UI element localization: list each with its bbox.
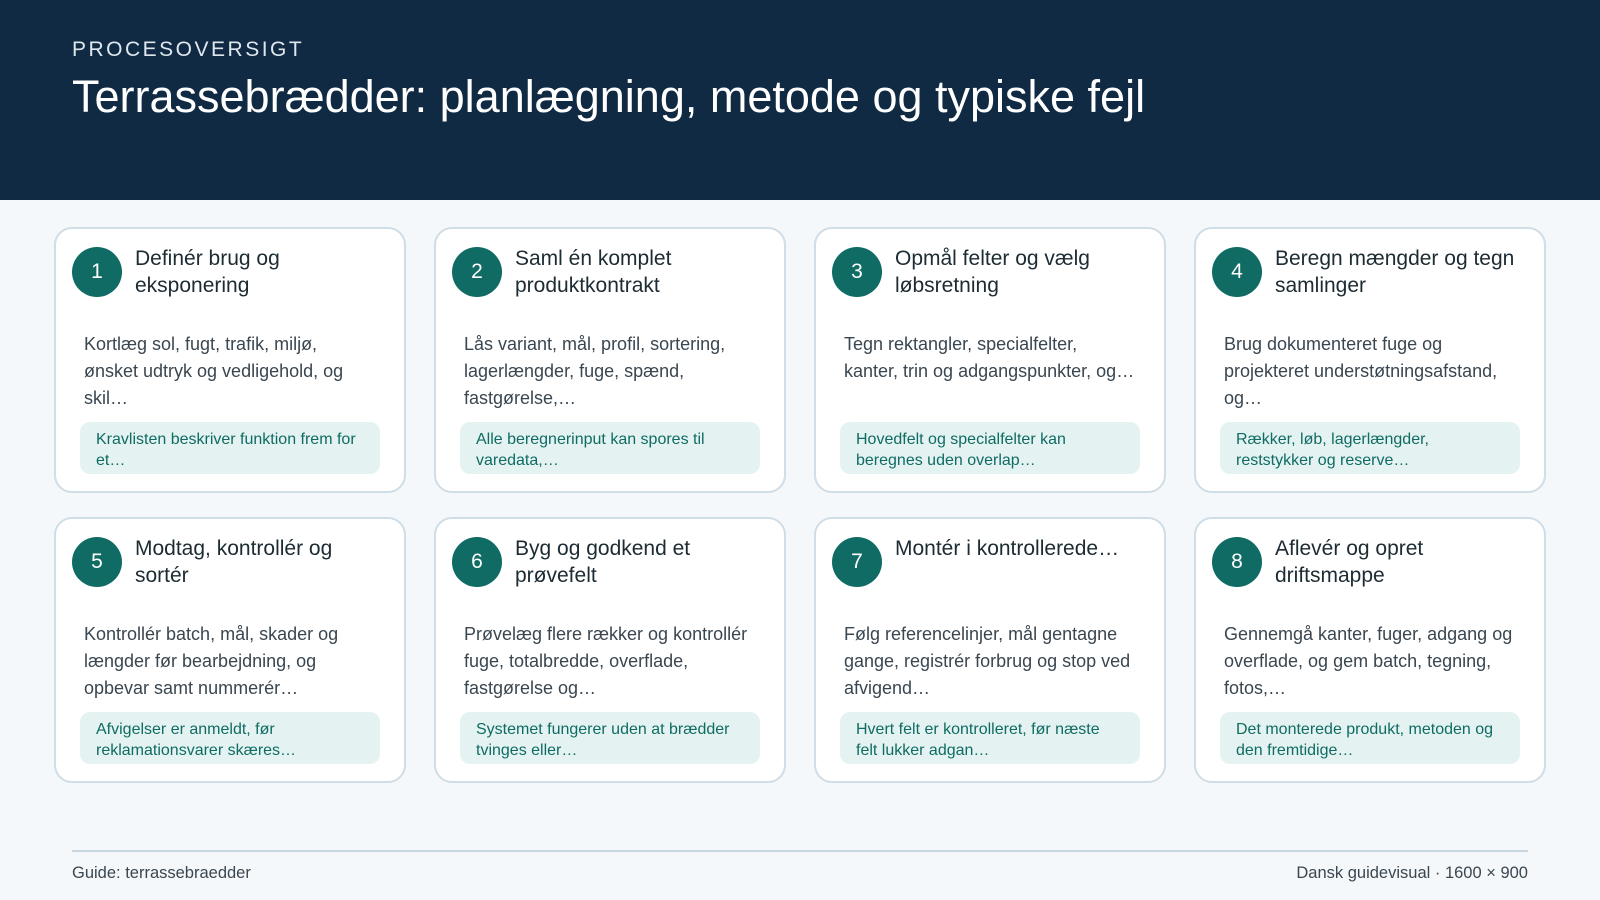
step-check-box: Rækker, løb, lagerlængder, reststykker og reserve… — [1220, 422, 1520, 474]
eyebrow-label: PROCESOVERSIGT — [72, 38, 305, 61]
step-description: Gennemgå kanter, fuger, adgang og overflade, og gem batch, tegning, fotos,… — [1224, 624, 1513, 698]
steps-grid — [54, 227, 1546, 783]
footer-divider — [72, 850, 1528, 852]
step-check-box: Hvert felt er kontrolleret, før næste felt lukker adgan… — [840, 712, 1140, 764]
step-card-6 — [434, 517, 786, 783]
step-check-box: Afvigelser er anmeldt, før reklamationsvarer skæres… — [80, 712, 380, 764]
step-description: Lås variant, mål, profil, sortering, lagerlængder, fuge, spænd, fastgørelse,… — [464, 334, 726, 408]
page-header — [0, 0, 1600, 200]
footer-source: Guide: terrassebraedder — [72, 864, 251, 882]
step-description: Prøvelæg flere rækker og kontrollér fuge, totalbredde, overflade, fastgørelse og… — [464, 624, 748, 698]
step-title: Byg og godkend et prøvefelt — [515, 537, 691, 587]
step-card-5 — [54, 517, 406, 783]
step-description: Kortlæg sol, fugt, trafik, miljø, ønsket udtryk og vedligehold, og skil… — [84, 334, 344, 408]
step-check-box: Kravlisten beskriver funktion frem for et… — [80, 422, 380, 474]
step-number-badge: 8 — [1212, 537, 1262, 587]
step-description: Tegn rektangler, specialfelter, kanter, trin og adgangspunkter, og… — [844, 334, 1135, 381]
step-card-2 — [434, 227, 786, 493]
step-title: Aflevér og opret driftsmappe — [1275, 537, 1424, 587]
step-check-box: Alle beregnerinput kan spores til varedata,… — [460, 422, 760, 474]
step-card-head — [452, 245, 760, 317]
step-number-badge: 1 — [72, 247, 122, 297]
step-title: Modtag, kontrollér og sortér — [135, 537, 333, 587]
step-description: Kontrollér batch, mål, skader og længder før bearbejdning, og opbevar samt nummerér… — [84, 624, 339, 698]
step-card-head — [452, 535, 760, 607]
step-card-head — [832, 535, 1140, 607]
step-title: Definér brug og eksponering — [135, 247, 280, 297]
step-card-4 — [1194, 227, 1546, 493]
step-check-box: Hovedfelt og specialfelter kan beregnes uden overlap… — [840, 422, 1140, 474]
step-description: Brug dokumenteret fuge og projekteret understøtningsafstand, og… — [1224, 334, 1498, 408]
step-title: Beregn mængder og tegn samlinger — [1275, 247, 1515, 297]
step-check-box: Det monterede produkt, metoden og den fremtidige… — [1220, 712, 1520, 764]
step-card-head — [832, 245, 1140, 317]
step-number-badge: 7 — [832, 537, 882, 587]
step-card-head — [1212, 245, 1520, 317]
step-card-head — [1212, 535, 1520, 607]
step-card-1 — [54, 227, 406, 493]
step-title: Saml én komplet produktkontrakt — [515, 247, 672, 297]
step-card-head — [72, 245, 380, 317]
page-title: Terrassebrædder: planlægning, metode og typiske fejl — [72, 71, 1146, 122]
footer-caption: Dansk guidevisual · 1600 × 900 — [1296, 864, 1528, 882]
step-number-badge: 4 — [1212, 247, 1262, 297]
step-card-7 — [814, 517, 1166, 783]
step-number-badge: 2 — [452, 247, 502, 297]
step-number-badge: 3 — [832, 247, 882, 297]
step-card-3 — [814, 227, 1166, 493]
step-title: Opmål felter og vælg løbsretning — [895, 247, 1090, 297]
step-card-head — [72, 535, 380, 607]
step-number-badge: 6 — [452, 537, 502, 587]
step-description: Følg referencelinjer, mål gentagne gange, registrér forbrug og stop ved afvigend… — [844, 624, 1131, 698]
step-card-8 — [1194, 517, 1546, 783]
step-check-box: Systemet fungerer uden at brædder tvinges eller… — [460, 712, 760, 764]
step-number-badge: 5 — [72, 537, 122, 587]
step-title: Montér i kontrollerede… — [895, 537, 1120, 560]
